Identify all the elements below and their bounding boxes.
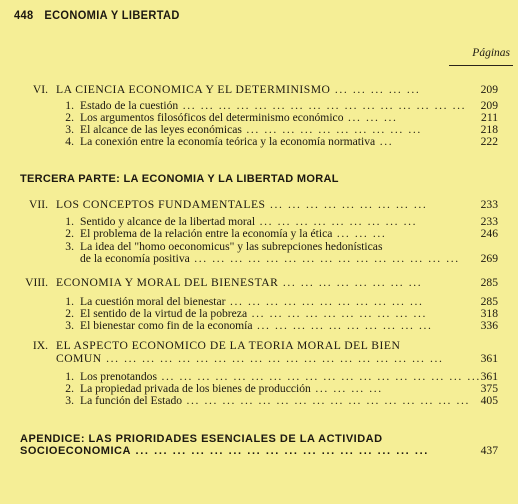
entry-title-text: de la economía positiva: [80, 252, 190, 265]
entry-title-text: Estado de la cuestión: [80, 99, 179, 112]
entry-title-text: La cuestión moral del bienestar: [80, 295, 226, 308]
toc-entry: [0, 319, 518, 333]
toc-entry: [0, 394, 518, 408]
entry-title: [80, 319, 433, 333]
entry-page-number: 375: [480, 382, 498, 395]
entry-title-text: El alcance de las leyes económicas: [80, 123, 242, 136]
entry-page-number: 361: [480, 370, 498, 383]
dot-leader: ... ... ... ... ... ... ... ... ... ... ... ... ... ... ... ... ... ... ...: [101, 352, 444, 365]
entry-page-number: 233: [480, 215, 498, 228]
entry-number: VIII.: [25, 276, 48, 289]
dot-leader: ... ... ...: [343, 111, 398, 124]
toc-chapter: [0, 276, 518, 290]
entry-page-number: 285: [480, 276, 498, 289]
toc-chapter: [0, 339, 518, 353]
entry-page-number: 318: [480, 307, 498, 320]
dot-leader: ... ... ... ... ...: [330, 83, 421, 96]
dot-leader: ... ... ...: [332, 227, 387, 240]
entry-title-text: Los argumentos filosóficos del determinismo económico: [80, 111, 344, 124]
entry-page-number: 405: [480, 394, 498, 407]
entry-title-text: El bienestar como fin de la economía: [80, 319, 253, 332]
entry-number: 1.: [65, 215, 74, 228]
entry-title-text: La propiedad privada de los bienes de producción: [80, 382, 311, 395]
entry-title: [20, 172, 339, 186]
entry-title-text: Sentido y alcance de la libertad moral: [80, 215, 256, 228]
entry-title-text: ECONOMIA Y MORAL DEL BIENESTAR: [56, 276, 279, 289]
entry-number: 3.: [65, 240, 74, 253]
toc-chapter: [0, 83, 518, 97]
entry-number: 4.: [65, 135, 74, 148]
entry-page-number: 211: [481, 111, 498, 124]
entry-title-text: LA CIENCIA ECONOMICA Y EL DETERMINISMO: [56, 83, 331, 96]
entry-title: [56, 276, 422, 290]
entry-number: 3.: [65, 394, 74, 407]
toc-entry: [0, 227, 518, 241]
entry-number: 1.: [65, 295, 74, 308]
running-head: [14, 8, 180, 22]
dot-leader: ... ... ... ... ... ... ... ... ... ... ... ... ... ... ...: [189, 252, 460, 265]
entry-title: [80, 252, 460, 266]
entry-title: [56, 198, 427, 212]
entry-title-text: El problema de la relación entre la economía y la ética: [80, 227, 333, 240]
dot-leader: ... ... ... ... ... ... ... ... ... ... ... ... ... ... ... ... ... ...: [156, 370, 481, 383]
dot-leader: ... ... ... ... ... ... ... ... ...: [255, 215, 418, 228]
entry-title: [80, 227, 386, 241]
entry-page-number: 218: [480, 123, 498, 136]
entry-number: 3.: [65, 319, 74, 332]
entry-number: 2.: [65, 382, 74, 395]
toc-entry: [0, 252, 518, 266]
entry-number: IX.: [32, 339, 48, 352]
entry-number: 1.: [65, 99, 74, 112]
dot-leader: ... ... ... ... ... ... ... ... ... ... ...: [225, 295, 424, 308]
toc-chapter: [0, 198, 518, 212]
entry-page-number: 246: [480, 227, 498, 240]
entry-title-text: COMUN: [56, 352, 102, 365]
dot-leader: ... ... ... ... ... ... ... ... ...: [265, 198, 428, 211]
entry-number: 2.: [65, 227, 74, 240]
heading-rule: [449, 65, 513, 66]
entry-title: [20, 444, 429, 458]
entry-title-text: Los prenotandos: [80, 370, 157, 383]
entry-page-number: 209: [480, 83, 498, 96]
entry-number: 3.: [65, 123, 74, 136]
dot-leader: ...: [375, 135, 394, 148]
entry-page-number: 437: [480, 444, 498, 457]
entry-title: [56, 339, 400, 353]
entry-page-number: 269: [480, 252, 498, 265]
entry-page-number: 336: [480, 319, 498, 332]
entry-title-text: EL ASPECTO ECONOMICO DE LA TEORIA MORAL DEL BIEN: [56, 339, 401, 352]
dot-leader: ... ... ... ... ... ... ... ... ... ... ... ... ... ... ... ...: [182, 394, 470, 407]
dot-leader: ... ... ... ... ... ... ... ... ... ...: [252, 319, 433, 332]
dot-leader: ... ... ... ... ... ... ... ...: [278, 276, 423, 289]
entry-title-text: APENDICE: LAS PRIORIDADES ESENCIALES DE LA ACTIVIDAD: [20, 433, 383, 445]
entry-title-text: LOS CONCEPTOS FUNDAMENTALES: [56, 198, 266, 211]
entry-title-text: SOCIOECONOMICA: [20, 445, 131, 457]
entry-title-text: La función del Estado: [80, 394, 183, 407]
entry-number: VII.: [29, 198, 48, 211]
entry-title-text: La conexión entre la economía teórica y la economía normativa: [80, 135, 376, 148]
entry-number: 1.: [65, 370, 74, 383]
dot-leader: ... ... ... ...: [310, 382, 383, 395]
entry-page-number: 209: [480, 99, 498, 112]
toc-chapter: [0, 352, 518, 366]
entry-page-number: 233: [480, 198, 498, 211]
toc-entry: [0, 135, 518, 149]
entry-number: 2.: [65, 307, 74, 320]
page-number: 448: [14, 8, 34, 22]
entry-title-text: TERCERA PARTE: LA ECONOMIA Y LA LIBERTAD MORAL: [20, 173, 339, 185]
dot-leader: ... ... ... ... ... ... ... ... ... ...: [247, 307, 428, 320]
entry-title-text: La idea del "homo oeconomicus" y las subrepciones hedonísticas: [80, 240, 383, 253]
toc-part-heading: [0, 172, 518, 186]
entry-number: 2.: [65, 111, 74, 124]
entry-title: [56, 352, 444, 366]
entry-title: [80, 135, 393, 149]
entry-title: [56, 83, 420, 97]
book-title: ECONOMIA Y LIBERTAD: [44, 8, 180, 22]
pages-column-heading: Páginas: [472, 47, 510, 59]
dot-leader: ... ... ... ... ... ... ... ... ... ... ... ... ... ... ... ...: [130, 445, 429, 457]
entry-page-number: 361: [480, 352, 498, 365]
dot-leader: ... ... ... ... ... ... ... ... ... ...: [241, 123, 422, 136]
entry-title-text: El sentido de la virtud de la pobreza: [80, 307, 248, 320]
toc-appendix: [0, 444, 518, 458]
entry-title: [80, 394, 470, 408]
entry-number: VI.: [32, 83, 48, 96]
entry-page-number: 285: [480, 295, 498, 308]
entry-page-number: 222: [480, 135, 498, 148]
dot-leader: ... ... ... ... ... ... ... ... ... ... ... ... ... ... ... ...: [178, 99, 467, 112]
